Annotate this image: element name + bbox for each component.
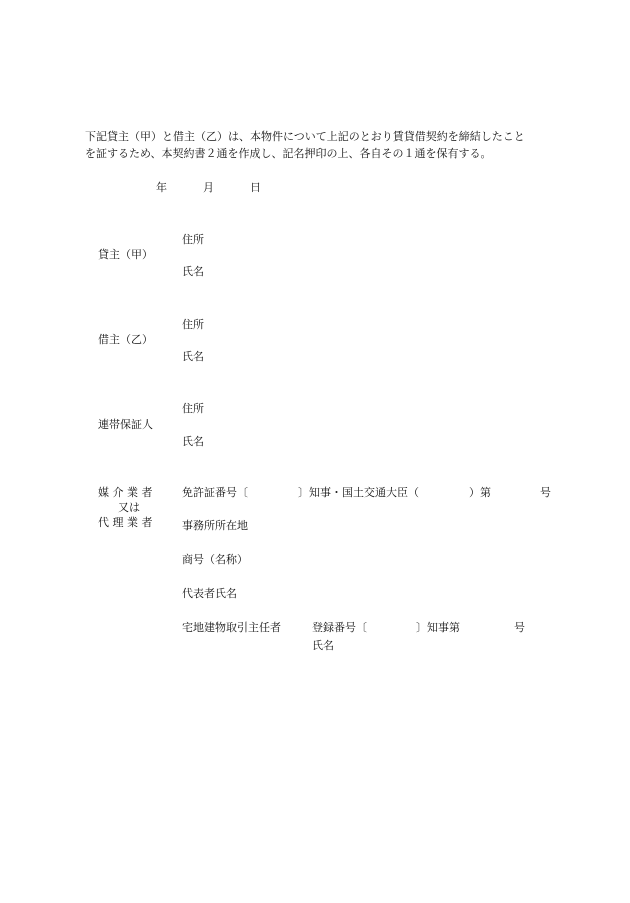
contract-statement-line-2: を証するため、本契約書２通を作成し、記名押印の上、各自その１通を保有する。 — [85, 147, 492, 160]
lessor-address-label: 住所 — [182, 233, 204, 246]
agent-label-line-2: 又は — [118, 501, 140, 514]
agent-label-line-3: 代 理 業 者 — [98, 516, 153, 529]
license-number-label: 免許証番号〔 — [182, 486, 248, 499]
date-day-label: 日 — [250, 181, 261, 194]
registration-authority-label: 〕知事第 — [416, 621, 460, 634]
license-dai-label: ）第 — [469, 486, 491, 499]
lessor-label: 貸主（甲） — [98, 248, 153, 261]
lessor-name-label: 氏名 — [182, 265, 204, 278]
guarantor-name-label: 氏名 — [182, 435, 204, 448]
date-month-label: 月 — [203, 181, 214, 194]
license-authority-label: 〕知事・国土交通大臣（ — [298, 486, 419, 499]
contract-statement-line-1: 下記貸主（甲）と借主（乙）は、本物件について上記のとおり賃貸借契約を締結したこと — [85, 130, 525, 143]
agent-label-line-1: 媒 介 業 者 — [98, 486, 153, 499]
lessee-label: 借主（乙） — [98, 333, 153, 346]
office-address-label: 事務所所在地 — [182, 519, 248, 532]
licensed-broker-label: 宅地建物取引主任者 — [182, 621, 281, 634]
guarantor-label: 連帯保証人 — [98, 418, 153, 431]
license-go-label: 号 — [540, 486, 551, 499]
representative-name-label: 代表者氏名 — [182, 587, 237, 600]
registration-go-label: 号 — [514, 621, 525, 634]
registration-number-label: 登録番号〔 — [312, 621, 367, 634]
broker-name-label: 氏名 — [312, 639, 334, 652]
lessee-name-label: 氏名 — [182, 350, 204, 363]
guarantor-address-label: 住所 — [182, 402, 204, 415]
lessee-address-label: 住所 — [182, 318, 204, 331]
contract-statement — [85, 128, 555, 162]
trade-name-label: 商号（名称） — [182, 553, 248, 566]
date-year-label: 年 — [156, 181, 167, 194]
